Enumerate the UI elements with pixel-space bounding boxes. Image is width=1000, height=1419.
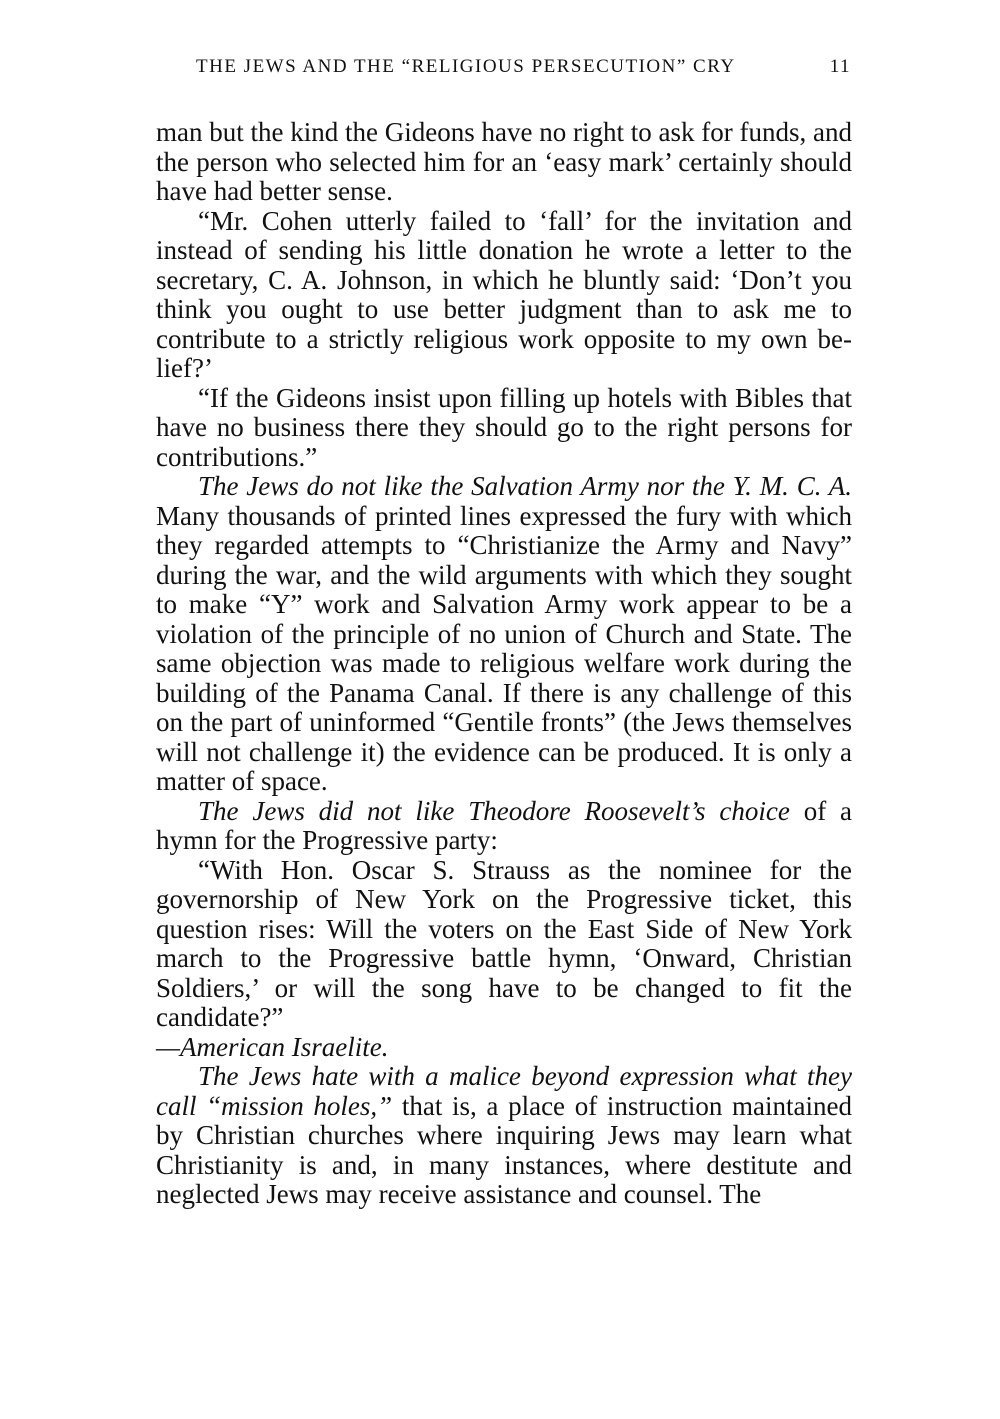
- paragraph: [156, 856, 852, 1033]
- paragraph: [156, 384, 852, 473]
- italic-run-in: The Jews do not like the Salvation Army nor the Y. M. C. A.: [198, 471, 852, 501]
- paragraph-text: man but the kind the Gideons have no right to ask for funds, and the person who selected him for an ‘easy mark’ certainly should have had better sense.: [156, 117, 852, 206]
- paragraph-text: “Mr. Cohen utterly failed to ‘fall’ for the invitation and instead of sending his little donation he wrote a letter to the secretary, C. A. Johnson, in which he bluntly said: ‘Don’t you think you ought to use better judgment than to ask me to contribute to a strictly religious work opposite to my own belief?’: [156, 205, 852, 383]
- paragraph: [156, 1062, 852, 1210]
- paragraph: [156, 472, 852, 797]
- paragraph-text: “With Hon. Oscar S. Strauss as the nominee for the governorship of New York on the Progressive ticket, this question rises: Will the voters on the East Side of New York march to the Progressive battle hymn, ‘Onward, Christian Soldiers,’ or will the song have to be changed to fit the candidate?”: [156, 854, 852, 1032]
- italic-run-in: The Jews hate with a malice beyond expression what they call “mission holes,”: [156, 1061, 852, 1121]
- italic-run-in: The Jews did not like Theodore Roosevelt’s choice: [198, 795, 790, 826]
- paragraph-text: “If the Gideons insist upon filling up hotels with Bibles that have no business there they should go to the right persons for contributions.”: [156, 382, 852, 472]
- page-number: 11: [829, 56, 851, 77]
- attribution: [156, 1033, 852, 1063]
- running-title: THE JEWS AND THE “RELIGIOUS PERSECUTION” CRY: [196, 56, 736, 77]
- paragraph: [156, 207, 852, 384]
- source-attribution: —American Israelite.: [156, 1031, 389, 1062]
- paragraph-text: Many thousands of printed lines expressed the fury with which they regarded attempts to “Christianize the Army and Navy” during the war, and the wild arguments with which they sought to make “Y” work and Salvation Army work appear to be a violation of the principle of no union of Church and State. The same objection was made to religious welfare work during the building of the Panama Canal. If there is any challenge of this on the part of uninformed “Gentile fronts” (the Jews themselves will not challenge it) the evidence can be produced. It is only a matter of space.: [156, 500, 852, 796]
- body-text: [156, 118, 852, 1210]
- paragraph: [156, 797, 852, 856]
- paragraph-text: that is, a place of instruction maintained by Christian churches where inquiring Jews may learn what Christianity is and, in many instances, where destitute and neglected Jews may receive assistance and counsel. The: [156, 1090, 853, 1209]
- paragraph-text: of a hymn for the Progressive party:: [156, 795, 853, 855]
- running-header: [196, 56, 851, 86]
- paragraph: [156, 118, 852, 207]
